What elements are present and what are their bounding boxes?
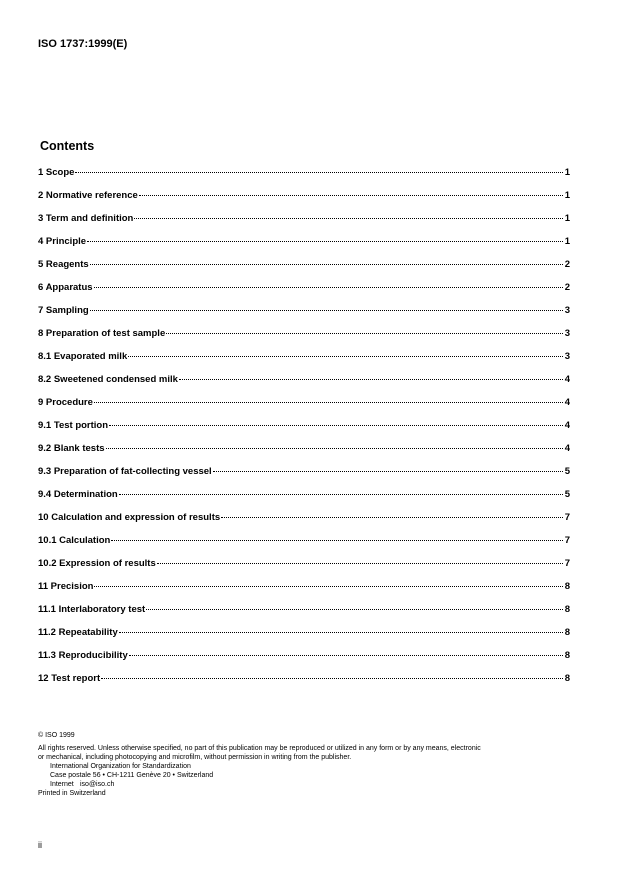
toc-entry-page: 8	[564, 627, 570, 638]
toc-entry-page: 1	[564, 190, 570, 201]
table-of-contents	[38, 167, 570, 696]
toc-entry[interactable]	[38, 397, 570, 420]
internet-label: Internet	[50, 781, 74, 788]
toc-entry[interactable]	[38, 167, 570, 190]
toc-dot-leader	[179, 379, 563, 380]
toc-dot-leader	[213, 471, 563, 472]
toc-dot-leader	[75, 172, 563, 173]
toc-entry[interactable]	[38, 351, 570, 374]
toc-dot-leader	[128, 356, 563, 357]
toc-entry-page: 4	[564, 374, 570, 385]
toc-entry-page: 3	[564, 328, 570, 339]
toc-entry[interactable]	[38, 443, 570, 466]
org-internet	[38, 780, 578, 789]
copyright-footer	[38, 731, 578, 798]
toc-entry-page: 3	[564, 305, 570, 316]
toc-entry[interactable]	[38, 581, 570, 604]
toc-entry-page: 8	[564, 650, 570, 661]
toc-entry[interactable]	[38, 512, 570, 535]
rights-text-line-1: All rights reserved. Unless otherwise specified, no part of this publication may be reproduced or utilized in any form or by any means, electronic	[38, 745, 481, 752]
toc-entry[interactable]	[38, 328, 570, 351]
toc-dot-leader	[134, 218, 563, 219]
toc-dot-leader	[129, 655, 563, 656]
toc-entry-title: 6 Apparatus	[38, 282, 93, 293]
toc-entry-title: 11.1 Interlaboratory test	[38, 604, 146, 615]
toc-entry[interactable]	[38, 466, 570, 489]
document-header: ISO 1737:1999(E)	[38, 38, 128, 50]
toc-entry[interactable]	[38, 650, 570, 673]
toc-entry-page: 2	[564, 282, 570, 293]
contents-heading: Contents	[40, 139, 95, 153]
toc-entry-title: 9.1 Test portion	[38, 420, 109, 431]
toc-entry-title: 7 Sampling	[38, 305, 89, 316]
toc-entry[interactable]	[38, 489, 570, 512]
toc-entry[interactable]	[38, 558, 570, 581]
toc-entry-title: 9.4 Determination	[38, 489, 118, 500]
toc-entry-title: 5 Reagents	[38, 259, 89, 270]
toc-entry[interactable]	[38, 604, 570, 627]
toc-entry-page: 3	[564, 351, 570, 362]
toc-entry-page: 4	[564, 443, 570, 454]
toc-entry-page: 1	[564, 236, 570, 247]
internet-email[interactable]: iso@iso.ch	[80, 781, 115, 788]
toc-dot-leader	[94, 586, 563, 587]
toc-dot-leader	[94, 287, 563, 288]
toc-entry-page: 1	[564, 213, 570, 224]
toc-entry-title: 4 Principle	[38, 236, 87, 247]
toc-entry-title: 8.2 Sweetened condensed milk	[38, 374, 178, 385]
toc-dot-leader	[166, 333, 563, 334]
toc-entry-page: 5	[564, 466, 570, 477]
org-address: Case postale 56 • CH-1211 Genève 20 • Switzerland	[50, 772, 214, 779]
toc-entry-title: 9.3 Preparation of fat-collecting vessel	[38, 466, 212, 477]
toc-dot-leader	[221, 517, 563, 518]
toc-entry[interactable]	[38, 627, 570, 650]
toc-dot-leader	[87, 241, 563, 242]
toc-dot-leader	[90, 264, 563, 265]
toc-entry-title: 1 Scope	[38, 167, 75, 178]
toc-dot-leader	[90, 310, 563, 311]
toc-entry-page: 2	[564, 259, 570, 270]
org-name: International Organization for Standardization	[50, 763, 191, 770]
toc-entry-title: 10.2 Expression of results	[38, 558, 156, 569]
toc-entry[interactable]	[38, 374, 570, 397]
toc-dot-leader	[119, 632, 563, 633]
toc-entry-page: 4	[564, 397, 570, 408]
toc-entry-title: 8 Preparation of test sample	[38, 328, 166, 339]
toc-dot-leader	[109, 425, 563, 426]
toc-entry-title: 10.1 Calculation	[38, 535, 111, 546]
toc-dot-leader	[119, 494, 563, 495]
toc-entry-title: 9.2 Blank tests	[38, 443, 105, 454]
toc-entry-title: 2 Normative reference	[38, 190, 138, 201]
toc-entry[interactable]	[38, 236, 570, 259]
toc-entry-page: 8	[564, 581, 570, 592]
copyright-notice: © ISO 1999	[38, 732, 75, 739]
toc-dot-leader	[106, 448, 563, 449]
toc-entry[interactable]	[38, 420, 570, 443]
toc-dot-leader	[94, 402, 563, 403]
toc-entry[interactable]	[38, 535, 570, 558]
toc-entry-page: 7	[564, 558, 570, 569]
toc-entry-page: 4	[564, 420, 570, 431]
toc-entry-title: 10 Calculation and expression of results	[38, 512, 221, 523]
toc-entry[interactable]	[38, 673, 570, 696]
rights-text-line-2: or mechanical, including photocopying and microfilm, without permission in writing from the publisher.	[38, 754, 352, 761]
page-number: ii	[38, 840, 42, 850]
toc-dot-leader	[157, 563, 563, 564]
toc-dot-leader	[139, 195, 563, 196]
toc-entry-title: 8.1 Evaporated milk	[38, 351, 128, 362]
toc-entry-title: 11.2 Repeatability	[38, 627, 118, 638]
toc-entry-title: 12 Test report	[38, 673, 101, 684]
toc-dot-leader	[101, 678, 563, 679]
toc-entry-page: 8	[564, 673, 570, 684]
printed-in: Printed in Switzerland	[38, 790, 106, 797]
toc-entry-page: 7	[564, 512, 570, 523]
toc-entry[interactable]	[38, 305, 570, 328]
toc-dot-leader	[146, 609, 563, 610]
toc-entry-title: 9 Procedure	[38, 397, 93, 408]
toc-entry[interactable]	[38, 259, 570, 282]
toc-entry[interactable]	[38, 282, 570, 305]
toc-entry-page: 8	[564, 604, 570, 615]
toc-entry-title: 11 Precision	[38, 581, 94, 592]
toc-dot-leader	[111, 540, 563, 541]
toc-entry-title: 3 Term and definition	[38, 213, 134, 224]
toc-entry-page: 1	[564, 167, 570, 178]
toc-entry[interactable]	[38, 190, 570, 213]
toc-entry-page: 5	[564, 489, 570, 500]
toc-entry-page: 7	[564, 535, 570, 546]
toc-entry[interactable]	[38, 213, 570, 236]
toc-entry-title: 11.3 Reproducibility	[38, 650, 128, 661]
